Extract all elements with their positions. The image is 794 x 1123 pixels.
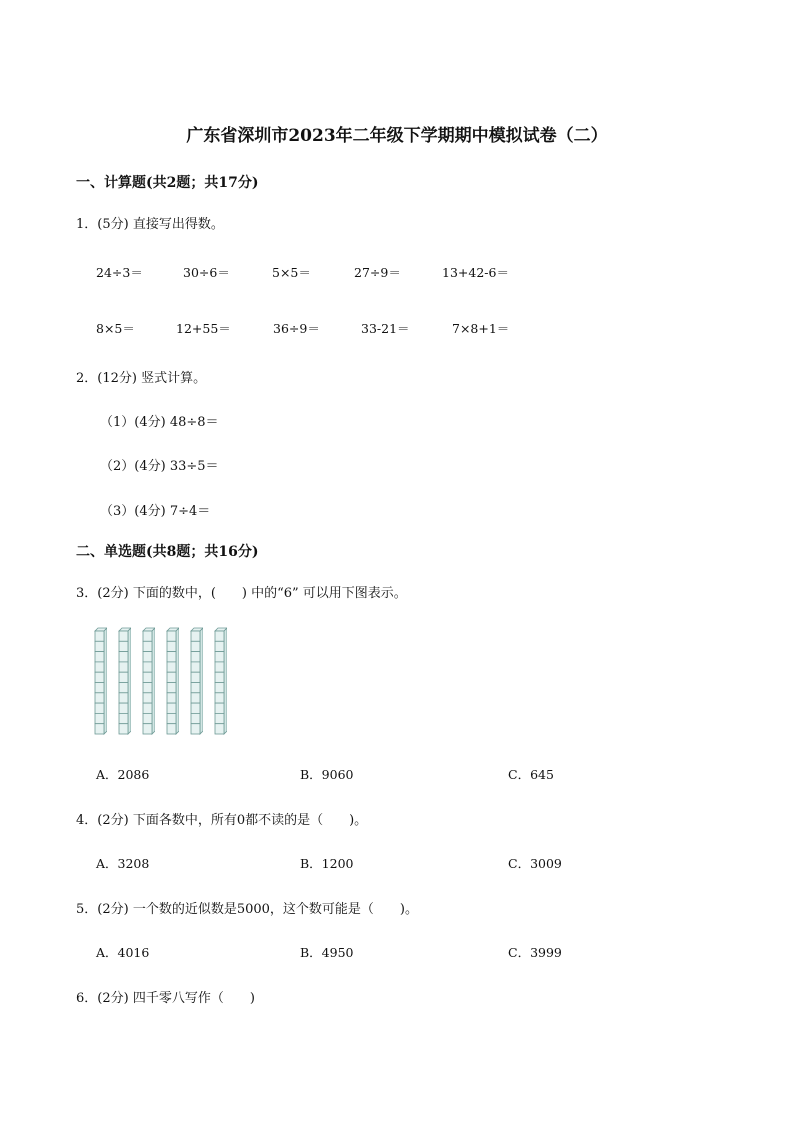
q1-expression: 8×5＝ — [96, 321, 135, 336]
section-heading-single-choice: 二、单选题(共8题；共16分) — [76, 544, 259, 560]
ten-rod — [142, 627, 155, 735]
q1-expression: 24÷3＝ — [96, 265, 143, 280]
option-a: A．4016 — [96, 945, 150, 960]
option-c: C．3009 — [508, 856, 562, 871]
ten-rod — [166, 627, 179, 735]
question-4-stem: 4．(2分) 下面各数中，所有0都不读的是（ )。 — [76, 813, 368, 828]
ten-rod — [190, 627, 203, 735]
q1-expression: 27÷9＝ — [354, 265, 401, 280]
q1-expression: 7×8+1＝ — [452, 321, 510, 336]
q1-expression: 36÷9＝ — [273, 321, 320, 336]
page-title: 广东省深圳市2023年二年级下学期期中模拟试卷（二） — [186, 126, 608, 146]
option-c: C．645 — [508, 767, 554, 782]
option-c: C．3999 — [508, 945, 562, 960]
q2-part: （3）(4分) 7÷4＝ — [100, 504, 211, 519]
question-3-stem: 3．(2分) 下面的数中，( ) 中的“6” 可以用下图表示。 — [76, 586, 407, 601]
option-b: B．4950 — [300, 945, 354, 960]
question-5-stem: 5．(2分) 一个数的近似数是5000，这个数可能是（ )。 — [76, 902, 418, 917]
q1-expression: 12+55＝ — [176, 321, 231, 336]
option-b: B．1200 — [300, 856, 354, 871]
ten-rods-figure — [94, 627, 244, 735]
option-a: A．3208 — [96, 856, 150, 871]
question-6-stem: 6．(2分) 四千零八写作（ ) — [76, 991, 255, 1006]
ten-rod — [94, 627, 107, 735]
q1-expression: 33-21＝ — [361, 321, 410, 336]
q2-part: （1）(4分) 48÷8＝ — [100, 415, 219, 430]
question-1-stem: 1．(5分) 直接写出得数。 — [76, 217, 224, 232]
section-heading-calculation: 一、计算题(共2题；共17分) — [76, 175, 259, 191]
q1-expression: 30÷6＝ — [183, 265, 230, 280]
question-2-stem: 2．(12分) 竖式计算。 — [76, 371, 207, 386]
q1-expression: 13+42-6＝ — [442, 265, 509, 280]
q2-part: （2）(4分) 33÷5＝ — [100, 459, 219, 474]
option-b: B．9060 — [300, 767, 354, 782]
option-a: A．2086 — [96, 767, 150, 782]
ten-rod — [214, 627, 227, 735]
q1-expression: 5×5＝ — [272, 265, 311, 280]
ten-rod — [118, 627, 131, 735]
